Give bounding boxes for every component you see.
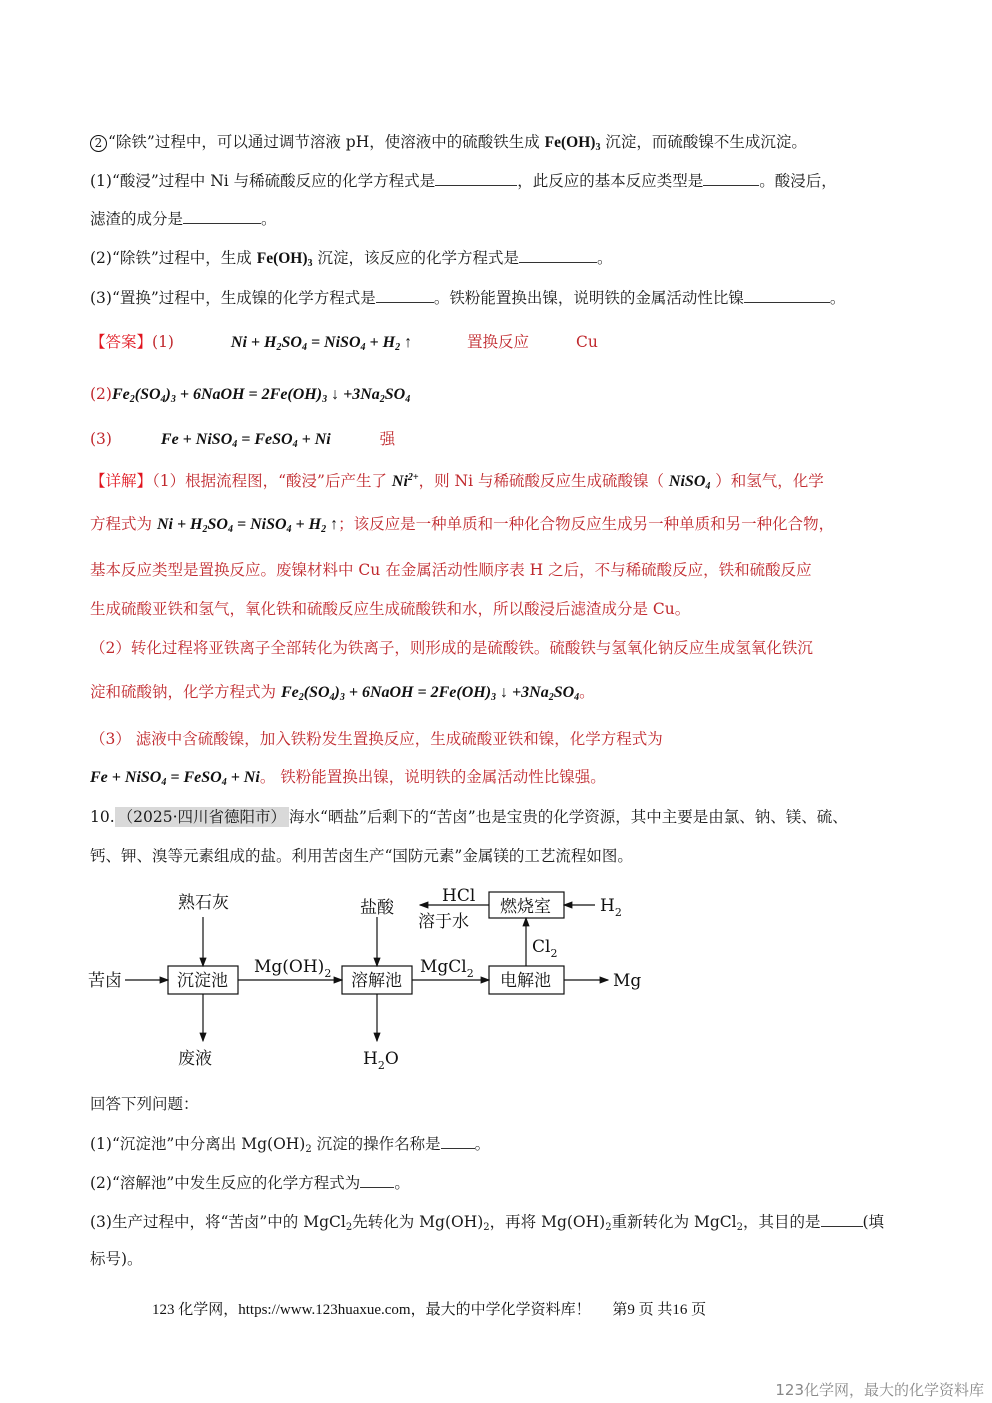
q10-sub-3: (3)生产过程中，将“苦卤”中的 MgCl$_2$先转化为 $Mg(OH)_2$，再将 $Mg(OH)_2$重新转化为 MgCl$_2$，其目的是 (填: [90, 1210, 884, 1239]
label-combustion: 燃烧室: [500, 897, 551, 917]
label-water: $H_2O$: [363, 1049, 399, 1072]
intro-note: 2 “除铁”过程中，可以通过调节溶液 pH，使溶液中的硫酸铁生成 $Fe(OH)_3$ 沉淀，而硫酸镍不生成沉淀。: [90, 131, 807, 159]
label-electrolysis: 电解池: [500, 971, 551, 991]
q10-sub-2: (2)“溶解池”中发生反应的化学方程式为 。: [90, 1171, 410, 1194]
question-1-cont: 滤渣的成分是 。: [90, 207, 277, 230]
answer-blank[interactable]: [376, 286, 434, 303]
equation: $Ni + H_2SO_4$ = NiSO$_4$ + $H_2$ ↑: [230, 334, 413, 353]
q10-line-1: 10. （2025·四川省德阳市） 海水“晒盐”后剩下的“苦卤”也是宝贵的化学资源，其中主要是由氯、钠、镁、硫、: [90, 808, 848, 826]
detail-line-3: 基本反应类型是置换反应。废镍材料中 Cu 在金属活动性顺序表 H 之后，不与稀硫酸反应，铁和硫酸反应: [90, 561, 812, 579]
label-hcl: HCl: [442, 886, 476, 906]
detail-line-1: 【详解】（1）根据流程图，“酸浸”后产生了 $Ni^{2+}$，则 Ni 与稀硫酸反应生成硫酸镍（ NiSO$_4$ ）和氢气，化学: [90, 472, 824, 492]
detail-label: 【详解】: [90, 472, 153, 490]
circled-number: 2: [90, 135, 107, 152]
q10-sub-3-cont: 标号)。: [90, 1250, 143, 1268]
answer-blank[interactable]: [744, 286, 830, 303]
answer-blank[interactable]: [519, 246, 597, 263]
label-mg: Mg: [613, 971, 642, 991]
detail-line-2: 方程式为 $Ni + H_2SO_4$ = NiSO$_4$ + $H_2$ ↑；该反应是一种单质和一种化合物反应生成另一种单质和另一种化合物，: [90, 515, 835, 535]
answer-blank[interactable]: [703, 169, 759, 186]
label-dissolution: 溶解池: [351, 971, 402, 991]
label-h2: $H_2$: [600, 896, 622, 919]
q10-line-2: 钙、钾、溴等元素组成的盐。利用苦卤生产“国防元素”金属镁的工艺流程如图。: [90, 847, 633, 865]
source-tag[interactable]: （2025·四川省德阳市）: [115, 807, 289, 827]
label-mgoh2: $Mg(OH)_2$: [254, 957, 332, 980]
detail-line-4: 生成硫酸亚铁和氢气，氧化铁和硫酸反应生成硫酸铁和水，所以酸浸后滤渣成分是 Cu。: [90, 600, 691, 618]
question-3: (3)“置换”过程中，生成镍的化学方程式是 。铁粉能置换出镍，说明铁的金属活动性比镍 。: [90, 286, 845, 309]
q10-prompt: 回答下列问题：: [90, 1095, 199, 1113]
answer-blank[interactable]: [435, 169, 517, 186]
q10-sub-1: (1)“沉淀池”中分离出 $Mg(OH)_2$ 沉淀的操作名称是 。: [90, 1132, 490, 1161]
detail-line-8: Fe + NiSO$_4$ = FeSO$_4$ + Ni。 铁粉能置换出镍，说明铁的金属活动性比镍强。: [90, 768, 606, 788]
detail-line-7: （3） 滤液中含硫酸镍，加入铁粉发生置换反应，生成硫酸亚铁和镍，化学方程式为: [90, 730, 663, 748]
label-mgcl2: MgCl$_2$: [420, 957, 474, 980]
label-cl2: $Cl_2$: [532, 937, 558, 960]
label-acid: 盐酸: [360, 898, 394, 918]
label-dissolve: 溶于水: [418, 912, 469, 932]
answer-label: 【答案】: [90, 333, 153, 351]
page-footer: [152, 1298, 706, 1319]
label-brine: 苦卤: [88, 971, 122, 991]
answer-blank[interactable]: [821, 1210, 863, 1227]
label-sedimentation: 沉淀池: [177, 971, 228, 991]
detail-line-6: 淀和硫酸钠，化学方程式为 $Fe_2(SO_4)_3$ + 6NaOH = $2Fe(OH)_3$ ↓ $+3Na_2SO_4$。: [90, 683, 595, 703]
equation: Fe + NiSO$_4$ = FeSO$_4$ + Ni: [160, 431, 331, 450]
watermark: 123化学网，最大的化学资料库: [775, 1381, 984, 1399]
answer-blank[interactable]: [360, 1171, 394, 1188]
answer-line-1: 【答案】(1) $Ni + H_2SO_4$ = NiSO$_4$ + $H_2$ ↑ 置换反应 Cu: [90, 333, 598, 353]
answer-blank[interactable]: [183, 207, 261, 224]
answer-blank[interactable]: [441, 1132, 475, 1149]
answer-line-3: (3) Fe + NiSO$_4$ = FeSO$_4$ + Ni 强: [90, 430, 396, 450]
process-flow-diagram: [80, 875, 660, 1075]
question-1: (1)“酸浸”过程中 Ni 与稀硫酸反应的化学方程式是 ，此反应的基本反应类型是 。酸浸后，: [90, 169, 837, 192]
footer-text: 123 化学网，https://www.123huaxue.com，最大的中学化学资料库！: [152, 1302, 591, 1318]
detail-line-5: （2）转化过程将亚铁离子全部转化为铁离子，则形成的是硫酸铁。硫酸铁与氢氧化钠反应生成氢氧化铁沉: [90, 639, 813, 657]
label-lime: 熟石灰: [178, 893, 229, 913]
label-waste: 废液: [178, 1049, 212, 1069]
page-number: 第9 页 共16 页: [612, 1302, 707, 1318]
question-2: (2)“除铁”过程中，生成 $Fe(OH)_3$ 沉淀，该反应的化学方程式是 。: [90, 246, 612, 275]
answer-line-2: $(2)Fe_2(SO_4)_3$ + 6NaOH = $2Fe(OH)_3$ ↓ $+3Na_2SO_4$: [90, 385, 411, 405]
equation: $Fe_2(SO_4)_3$ + 6NaOH = $2Fe(OH)_3$ ↓ $+3Na_2SO_4$: [111, 386, 411, 405]
